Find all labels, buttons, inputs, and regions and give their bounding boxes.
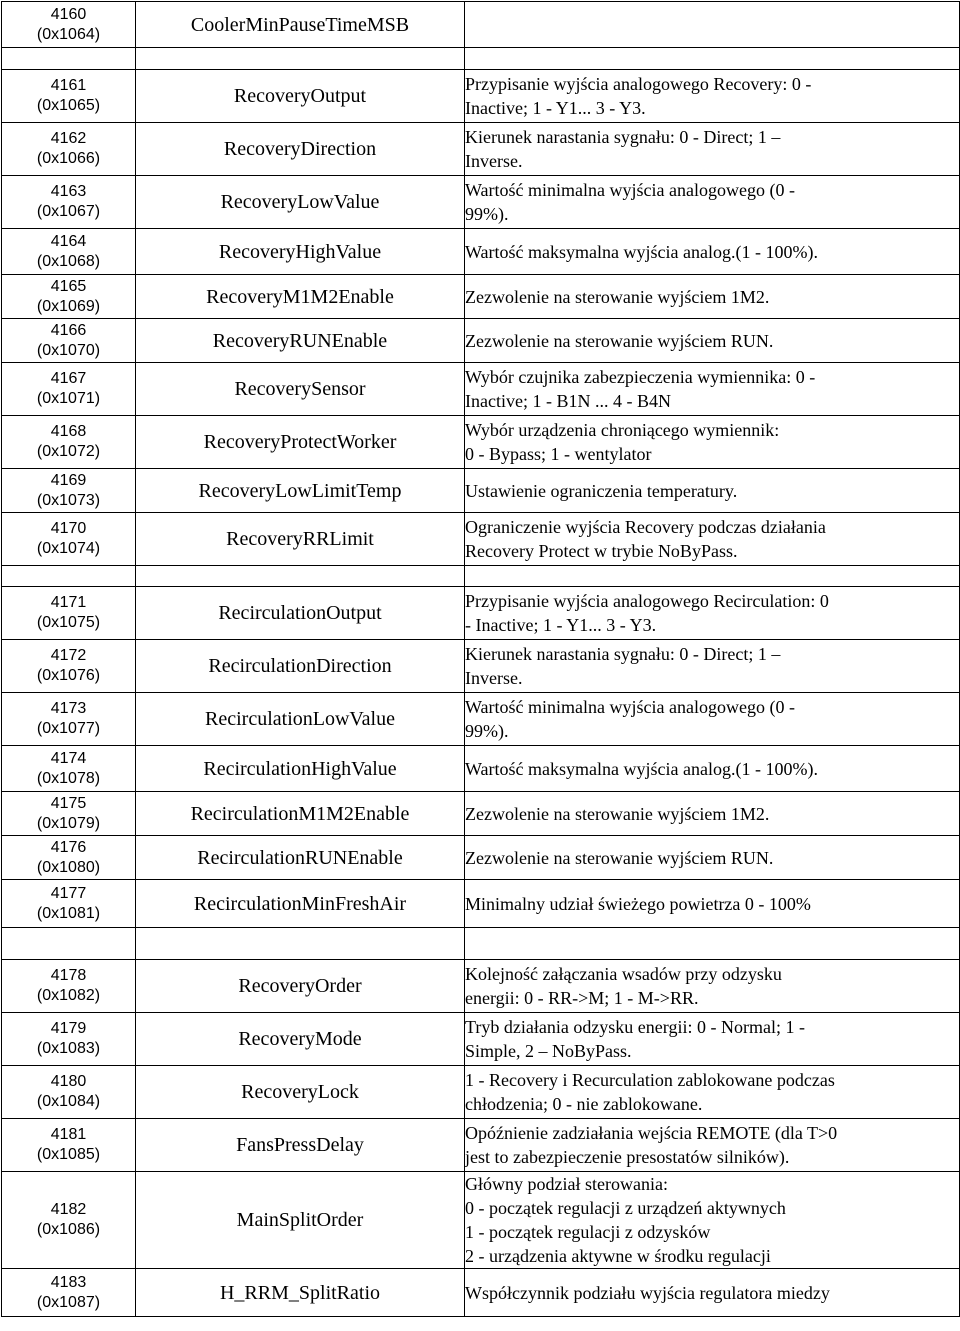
register-number: 4169 [50,471,87,489]
register-description-cell [465,960,960,1013]
table-row [2,1013,960,1066]
register-hex: (0x1074) [36,540,101,557]
table-row [2,513,960,566]
description-line: Inactive; 1 - B1N ... 4 - B4N [465,391,671,411]
register-description-cell [465,70,960,123]
table-row [2,123,960,176]
description-line: Simple, 2 – NoByPass. [465,1041,632,1061]
register-description-cell [465,2,960,48]
register-name: RecoveryLowLimitTemp [198,479,402,502]
register-hex: (0x1066) [36,150,101,167]
register-description-cell [465,416,960,469]
register-name-cell [136,746,465,792]
register-number: 4164 [50,232,87,250]
register-name: RecoveryDirection [223,138,377,160]
register-name: RecoveryRUNEnable [212,329,388,352]
description-line: Opóźnienie zadziałania wejścia REMOTE (dla T>0 [465,1123,838,1143]
description-line: Tryb działania odzysku energii: 0 - Normal; 1 - [465,1017,805,1037]
register-table-body [2,2,960,1317]
register-address-cell [2,836,136,880]
register-description-cell [465,640,960,693]
register-name-cell [136,1172,465,1269]
description-line: Wybór urządzenia chroniącego wymiennik: [465,420,780,440]
register-description-cell [465,363,960,416]
table-row [2,1066,960,1119]
register-name-cell [136,176,465,229]
register-name: RecoveryLowValue [220,191,380,213]
description-line: 2 - urządzenia aktywne w środku regulacji [465,1246,771,1266]
register-hex: (0x1071) [36,390,101,407]
register-number: 4166 [50,321,87,339]
register-number: 4178 [50,967,87,984]
table-row [2,469,960,513]
register-number: 4171 [50,594,87,611]
register-name-cell [136,836,465,880]
table-row [2,275,960,319]
register-address-cell [2,587,136,640]
register-name-cell [136,1066,465,1119]
register-name: H_RRM_SplitRatio [219,1281,381,1304]
register-description-cell [465,229,960,275]
register-name: RecoveryOrder [238,975,362,997]
description-line: - Inactive; 1 - Y1... 3 - Y3. [465,615,657,635]
register-number: 4167 [50,370,87,387]
register-number: 4177 [50,884,87,902]
register-address-cell [2,1013,136,1066]
register-name-cell [136,880,465,928]
description-line: Wartość maksymalna wyjścia analog.(1 - 100%). [465,758,818,779]
register-address-cell [2,693,136,746]
register-name: RecoveryM1M2Enable [206,285,394,308]
register-address-cell [2,229,136,275]
register-hex: (0x1065) [36,97,101,114]
table-row [2,640,960,693]
register-number: 4182 [50,1201,87,1218]
register-hex: (0x1085) [36,1146,101,1163]
register-address-cell [2,1119,136,1172]
description-line: Przypisanie wyjścia analogowego Recovery: 0 - [465,74,812,94]
table-row [2,587,960,640]
register-name-cell [136,1119,465,1172]
description-line: 1 - początek regulacji z odzysków [465,1222,711,1242]
description-line: Wybór czujnika zabezpieczenia wymiennika: 0 - [465,367,816,387]
register-hex: (0x1083) [36,1040,101,1057]
register-name: RecoveryProtectWorker [203,431,397,453]
register-hex: (0x1072) [36,443,101,460]
table-row [2,416,960,469]
register-address-cell [2,513,136,566]
register-name: RecirculationOutput [218,602,382,624]
register-number: 4160 [50,5,87,23]
register-hex: (0x1068) [36,252,101,270]
table-row [2,319,960,363]
register-hex: (0x1079) [36,814,101,832]
register-name: RecoveryHighValue [218,240,382,263]
description-line: Zezwolenie na sterowanie wyjściem RUN. [465,330,774,351]
register-name: RecoveryMode [238,1028,362,1050]
description-line: Wartość maksymalna wyjścia analog.(1 - 100%). [465,241,818,262]
register-hex: (0x1078) [36,769,101,787]
table-row [2,176,960,229]
register-address-cell [2,2,136,48]
description-line: Ograniczenie wyjścia Recovery podczas działania [465,517,826,537]
register-name-cell [136,469,465,513]
table-row [2,836,960,880]
register-address-cell [2,792,136,836]
register-name: CoolerMinPauseTimeMSB [190,13,410,36]
table-row [2,363,960,416]
register-name-cell [136,229,465,275]
description-line: Minimalny udział świeżego powietrza 0 - 100% [465,893,811,914]
register-number: 4163 [50,183,87,200]
register-name: RecirculationDirection [208,655,392,677]
register-description-cell [465,880,960,928]
empty-cell [2,928,136,960]
register-number: 4176 [50,838,87,856]
register-address-cell [2,746,136,792]
register-hex: (0x1080) [36,858,101,876]
register-address-cell [2,363,136,416]
register-description-cell [465,123,960,176]
register-name-cell [136,640,465,693]
register-hex: (0x1082) [36,987,101,1004]
description-line: Kierunek narastania sygnału: 0 - Direct; 1 – [465,644,781,664]
register-address-cell [2,640,136,693]
register-address-cell [2,1269,136,1317]
description-line: 0 - Bypass; 1 - wentylator [465,444,652,464]
register-address-cell [2,176,136,229]
empty-cell [465,928,960,960]
register-name-cell [136,960,465,1013]
description-line: Zezwolenie na sterowanie wyjściem 1M2. [465,286,770,307]
register-description-cell [465,693,960,746]
register-hex: (0x1073) [36,491,101,509]
table-row [2,746,960,792]
description-line: jest to zabezpieczenie presostatów silników). [465,1147,790,1167]
table-row [2,1119,960,1172]
empty-cell [136,566,465,587]
register-number: 4168 [50,423,87,440]
register-address-cell [2,960,136,1013]
description-line: chłodzenia; 0 - nie zablokowane. [465,1094,703,1114]
table-row [2,880,960,928]
register-number: 4170 [50,520,87,537]
description-line: Wartość minimalna wyjścia analogowego (0 - [465,180,795,200]
empty-cell [465,48,960,70]
register-number: 4162 [50,130,87,147]
register-address-cell [2,469,136,513]
register-hex: (0x1081) [36,904,101,922]
separator-row [2,566,960,587]
register-name-cell [136,1013,465,1066]
table-row [2,229,960,275]
register-name: RecoverySensor [234,378,366,400]
description-line: Współczynnik podziału wyjścia regulatora miedzy [465,1282,830,1303]
register-name-cell [136,70,465,123]
empty-cell [2,48,136,70]
register-address-cell [2,880,136,928]
register-hex: (0x1087) [36,1293,101,1311]
register-number: 4179 [50,1020,87,1037]
table-row [2,2,960,48]
register-address-cell [2,319,136,363]
table-row [2,792,960,836]
register-hex: (0x1069) [36,297,101,315]
register-description-cell [465,469,960,513]
register-hex: (0x1077) [36,720,101,737]
register-name-cell [136,275,465,319]
register-name-cell [136,2,465,48]
register-number: 4180 [50,1073,87,1090]
table-row [2,1269,960,1317]
description-line: energii: 0 - RR->M; 1 - M->RR. [465,988,699,1008]
register-table [1,1,960,1317]
register-name: FansPressDelay [236,1134,364,1156]
description-line: Główny podział sterowania: [465,1174,668,1194]
description-line: 0 - początek regulacji z urządzeń aktywnych [465,1198,786,1218]
register-name-cell [136,1269,465,1317]
register-name-cell [136,587,465,640]
empty-cell [2,566,136,587]
register-address-cell [2,70,136,123]
register-address-cell [2,1172,136,1269]
description-line: Ustawienie ograniczenia temperatury. [465,480,738,501]
description-line: Recovery Protect w trybie NoByPass. [465,541,738,561]
register-description-cell [465,792,960,836]
register-name: RecirculationHighValue [203,757,397,780]
register-name: RecoveryLock [241,1081,359,1103]
register-number: 4175 [50,794,87,812]
register-name-cell [136,123,465,176]
description-line: Inactive; 1 - Y1... 3 - Y3. [465,98,646,118]
register-name-cell [136,513,465,566]
register-number: 4183 [50,1273,87,1291]
register-description-cell [465,275,960,319]
register-name: RecirculationMinFreshAir [193,892,407,915]
register-number: 4161 [50,77,87,94]
description-line: Przypisanie wyjścia analogowego Recirculation: 0 [465,591,829,611]
register-address-cell [2,1066,136,1119]
register-description-cell [465,746,960,792]
description-line: Zezwolenie na sterowanie wyjściem RUN. [465,847,774,868]
register-name: RecirculationRUNEnable [197,846,403,869]
register-number: 4172 [50,647,87,664]
table-row [2,70,960,123]
register-description-cell [465,587,960,640]
register-description-cell [465,1119,960,1172]
register-hex: (0x1075) [36,614,101,631]
register-hex: (0x1086) [36,1221,101,1238]
register-name: RecirculationM1M2Enable [190,802,410,825]
register-name-cell [136,792,465,836]
register-name-cell [136,416,465,469]
table-row [2,693,960,746]
register-name-cell [136,363,465,416]
register-address-cell [2,416,136,469]
empty-cell [465,566,960,587]
register-hex: (0x1064) [36,25,101,43]
description-line: Wartość minimalna wyjścia analogowego (0 - [465,697,795,717]
empty-cell [136,928,465,960]
register-name: RecirculationLowValue [205,708,395,730]
empty-cell [136,48,465,70]
separator-row [2,928,960,960]
separator-row [2,48,960,70]
register-number: 4174 [50,749,87,767]
register-hex: (0x1076) [36,667,101,684]
register-address-cell [2,275,136,319]
register-description-cell [465,176,960,229]
register-description-cell [465,836,960,880]
description-line: Inverse. [465,668,523,688]
register-description-cell [465,1269,960,1317]
description-line: 1 - Recovery i Recurculation zablokowane podczas [465,1070,835,1090]
description-line: Kierunek narastania sygnału: 0 - Direct; 1 – [465,127,781,147]
description-line: Zezwolenie na sterowanie wyjściem 1M2. [465,803,770,824]
table-row [2,960,960,1013]
register-description-cell [465,319,960,363]
register-description-cell [465,1172,960,1269]
register-hex: (0x1084) [36,1093,101,1110]
description-line: Inverse. [465,151,523,171]
register-number: 4181 [50,1126,87,1143]
description-line: Kolejność załączania wsadów przy odzysku [465,964,782,984]
description-line: 99%). [465,204,509,224]
register-hex: (0x1067) [36,203,101,220]
register-number: 4173 [50,700,87,717]
register-description-cell [465,1013,960,1066]
register-hex: (0x1070) [36,341,101,359]
register-name: MainSplitOrder [236,1209,364,1231]
register-name-cell [136,319,465,363]
register-name: RecoveryRRLimit [226,528,374,550]
register-address-cell [2,123,136,176]
register-description-cell [465,1066,960,1119]
register-name-cell [136,693,465,746]
register-number: 4165 [50,277,87,295]
description-line: 99%). [465,721,509,741]
register-name: RecoveryOutput [233,85,367,107]
table-row [2,1172,960,1269]
register-description-cell [465,513,960,566]
